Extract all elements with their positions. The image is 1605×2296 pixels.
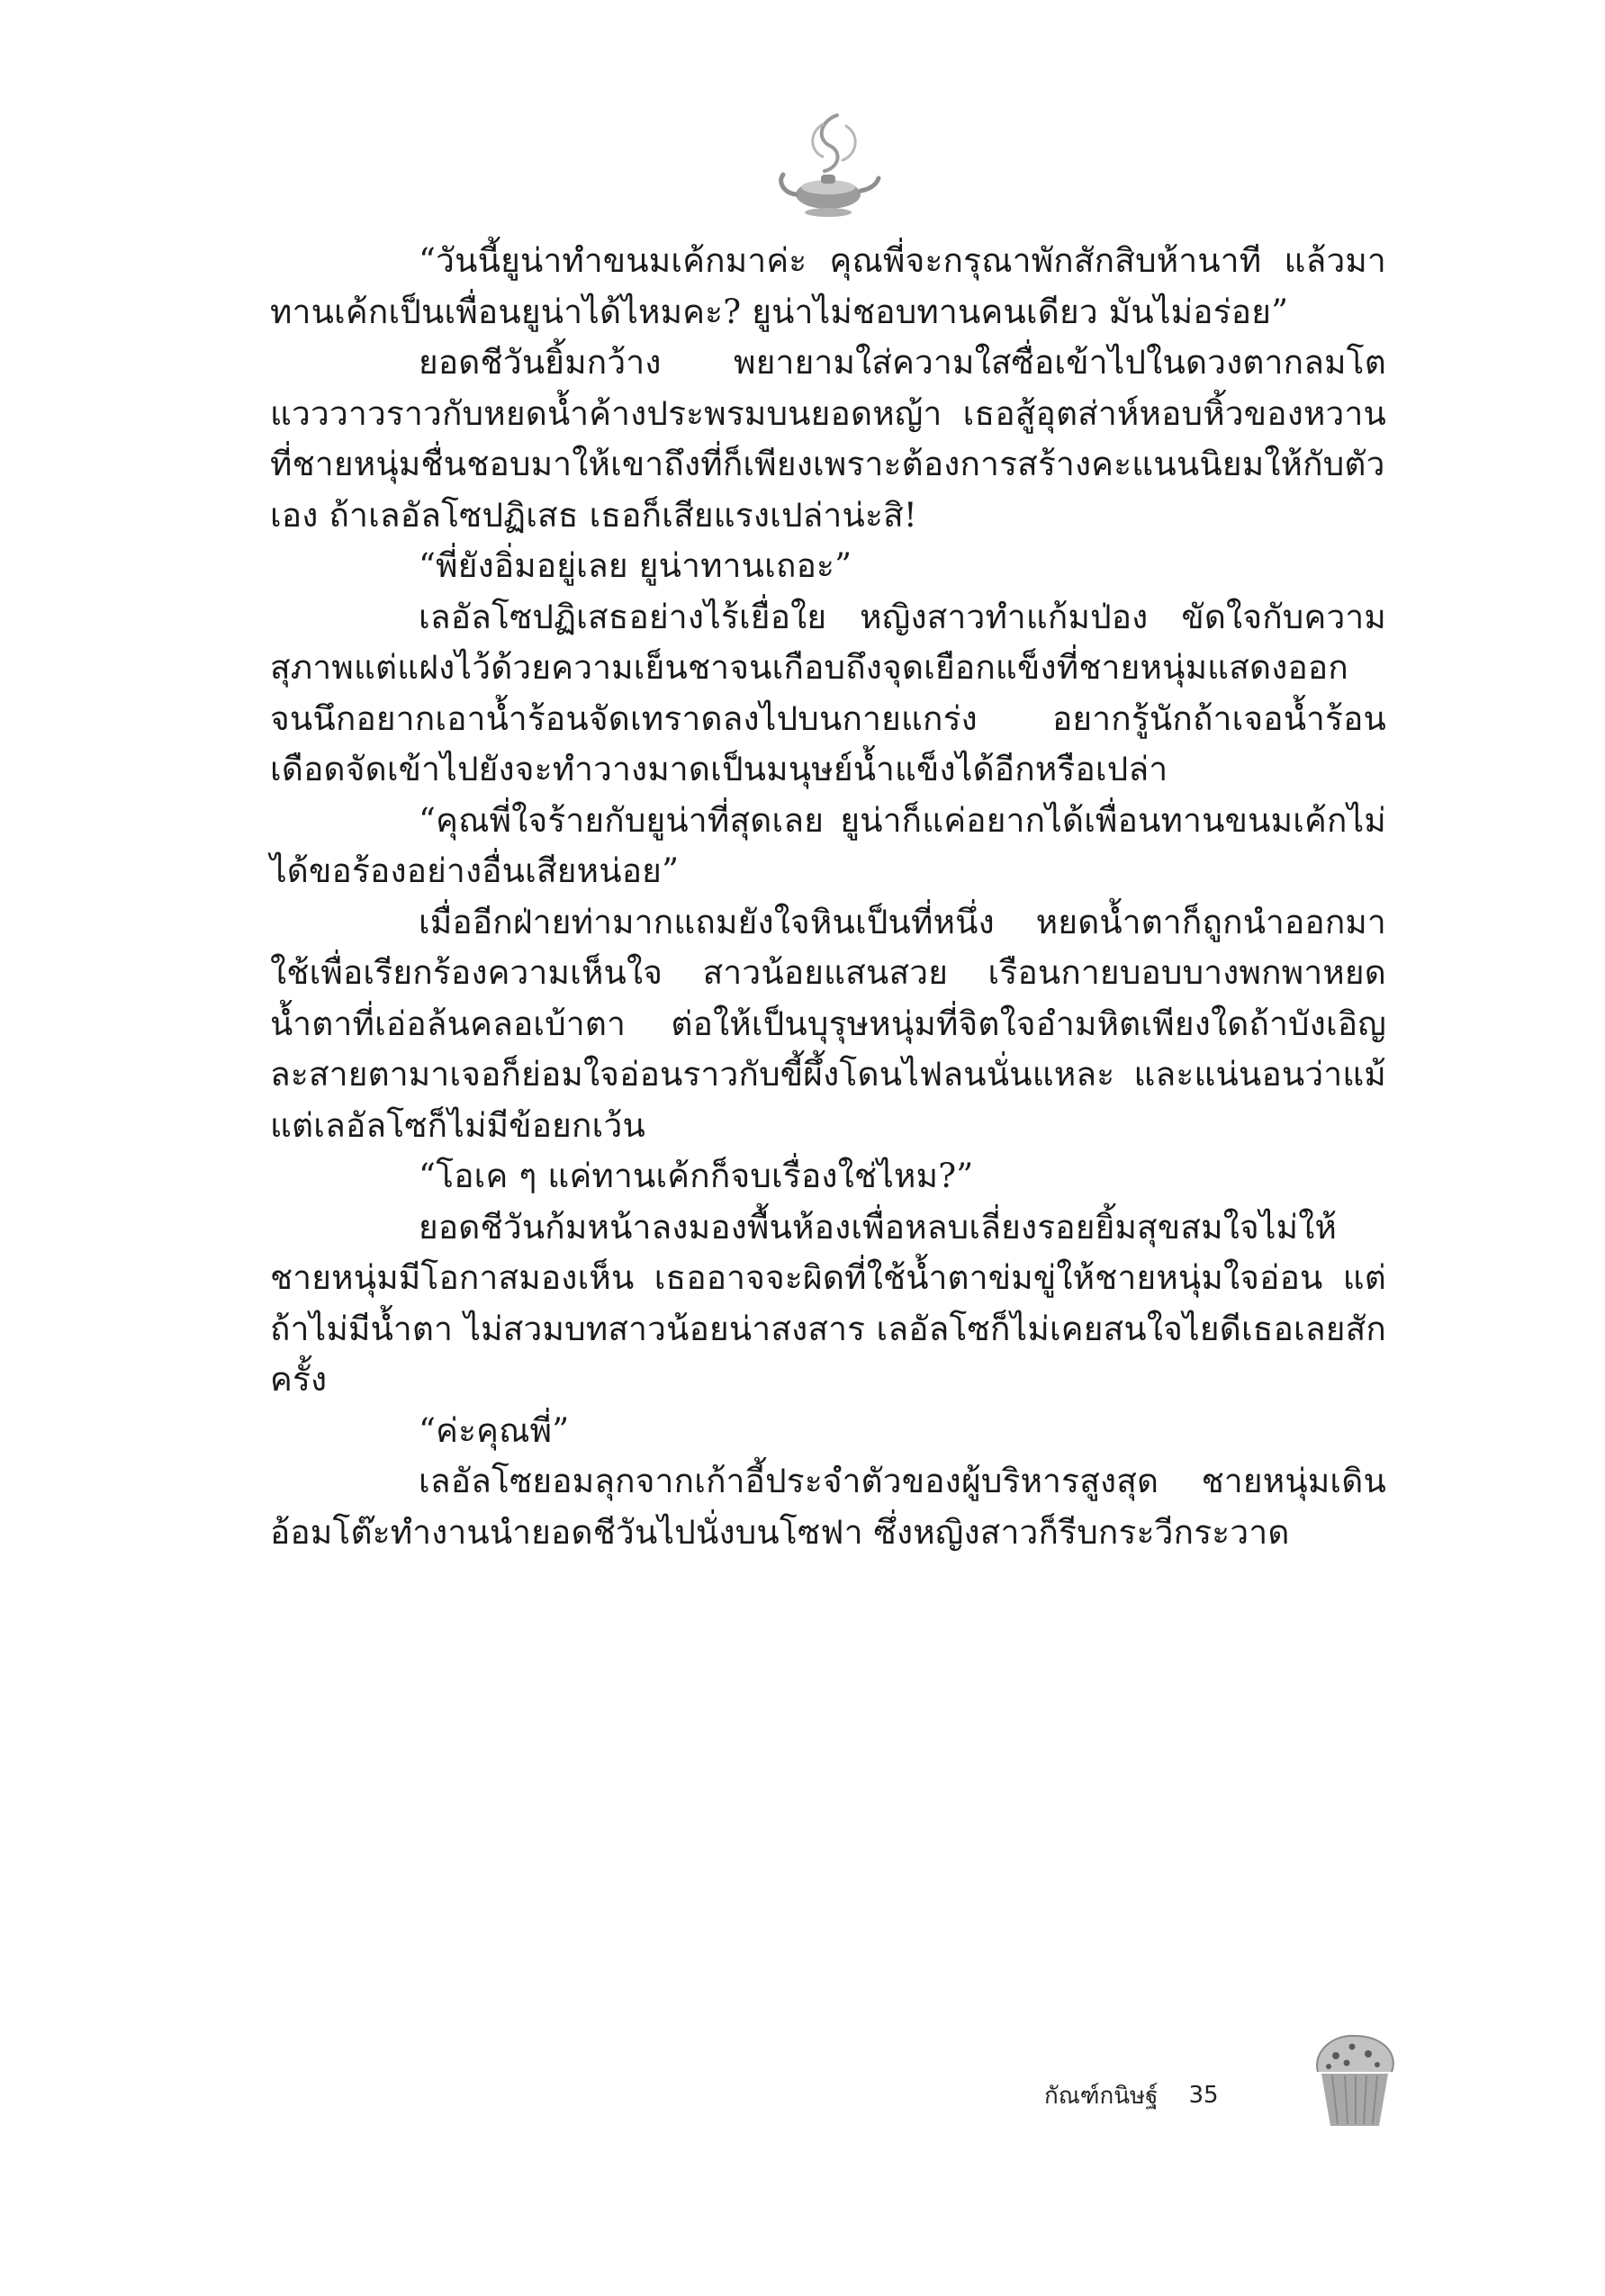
paragraph: “พี่ยังอิ่มอยู่เลย ยูน่าทานเถอะ” bbox=[419, 546, 852, 585]
page-number: 35 bbox=[1188, 2082, 1219, 2109]
author-name: กัณฑ์กนิษฐ์ bbox=[1044, 2082, 1159, 2110]
teapot-icon bbox=[774, 108, 882, 225]
paragraph: “โอเค ๆ แค่ทานเค้กก็จบเรื่องใช่ไหม?” bbox=[419, 1157, 974, 1195]
paragraph: “ค่ะคุณพี่” bbox=[419, 1410, 570, 1450]
paragraph: เมื่ออีกฝ่ายท่ามากแถมยังใจหินเป็นที่หนึ่ง หยดน้ำตาก็ถูกนำออกมาใช้เพื่อเรียกร้องความเห็นใจ สาวน้อยแสนสวย เรือนกายบอบบางพกพาหยดน้ำตาที่เอ่อล้นคลอเบ้าตา ต่อให้เป็นบุรุษหนุ่มที่จิตใจอำมหิตเพียงใดถ้าบังเอิญละสายตามาเจอก็ย่อมใจอ่อนราวกับขี้ผึ้งโดนไฟลนนั่นแหละ และแน่นอนว่าแม้แต่เลอัลโซก็ไม่มีข้อยกเว้น bbox=[270, 902, 1386, 1145]
page-footer bbox=[1044, 2068, 1219, 2122]
paragraph: “วันนี้ยูน่าทำขนมเค้กมาค่ะ คุณพี่จะกรุณาพักสักสิบห้านาที แล้วมาทานเค้กเป็นเพื่อนยูน่าได้ไหมคะ? ยูน่าไม่ชอบทานคนเดียว มันไม่อร่อย” bbox=[270, 241, 1386, 331]
paragraph: “คุณพี่ใจร้ายกับยูน่าที่สุดเลย ยูน่าก็แค่อยากได้เพื่อนทานขนมเค้กไม่ได้ขอร้องอย่างอื่นเสียหน่อย” bbox=[270, 800, 1386, 890]
muffin-icon bbox=[1305, 2025, 1404, 2133]
paragraph: เลอัลโซปฏิเสธอย่างไร้เยื่อใย หญิงสาวทำแก้มป่อง ขัดใจกับความสุภาพแต่แฝงไว้ด้วยความเย็นชาจนเกือบถึงจุดเยือกแข็งที่ชายหนุ่มแสดงออกจนนึกอยากเอาน้ำร้อนจัดเทราดลงไปบนกายแกร่ง อยากรู้นักถ้าเจอน้ำร้อนเดือดจัดเข้าไปยังจะทำวางมาดเป็นมนุษย์น้ำแข็งได้อีกหรือเปล่า bbox=[270, 597, 1386, 788]
body-text bbox=[270, 236, 1386, 1558]
paragraph: ยอดชีวันก้มหน้าลงมองพื้นห้องเพื่อหลบเลี่ยงรอยยิ้มสุขสมใจไม่ให้ชายหนุ่มมีโอกาสมองเห็น เธออาจจะผิดที่ใช้น้ำตาข่มขู่ให้ชายหนุ่มใจอ่อน แต่ถ้าไม่มีน้ำตา ไม่สวมบทสาวน้อยน่าสงสาร เลอัลโซก็ไม่เคยสนใจไยดีเธอเลยสักครั้ง bbox=[270, 1207, 1386, 1399]
paragraph: ยอดชีวันยิ้มกว้าง พยายามใส่ความใสซื่อเข้าไปในดวงตากลมโต แวววาวราวกับหยดน้ำค้างประพรมบนยอดหญ้า เธอสู้อุตส่าห์หอบหิ้วของหวานที่ชายหนุ่มชื่นชอบมาให้เขาถึงที่ก็เพียงเพราะต้องการสร้างคะแนนนิยมให้กับตัวเอง ถ้าเลอัลโซปฏิเสธ เธอก็เสียแรงเปล่าน่ะสิ! bbox=[270, 343, 1386, 535]
paragraph: เลอัลโซยอมลุกจากเก้าอี้ประจำตัวของผู้บริหารสูงสุด ชายหนุ่มเดินอ้อมโต๊ะทำงานนำยอดชีวันไปนั่งบนโซฟา ซึ่งหญิงสาวก็รีบกระวีกระวาด bbox=[270, 1462, 1386, 1552]
